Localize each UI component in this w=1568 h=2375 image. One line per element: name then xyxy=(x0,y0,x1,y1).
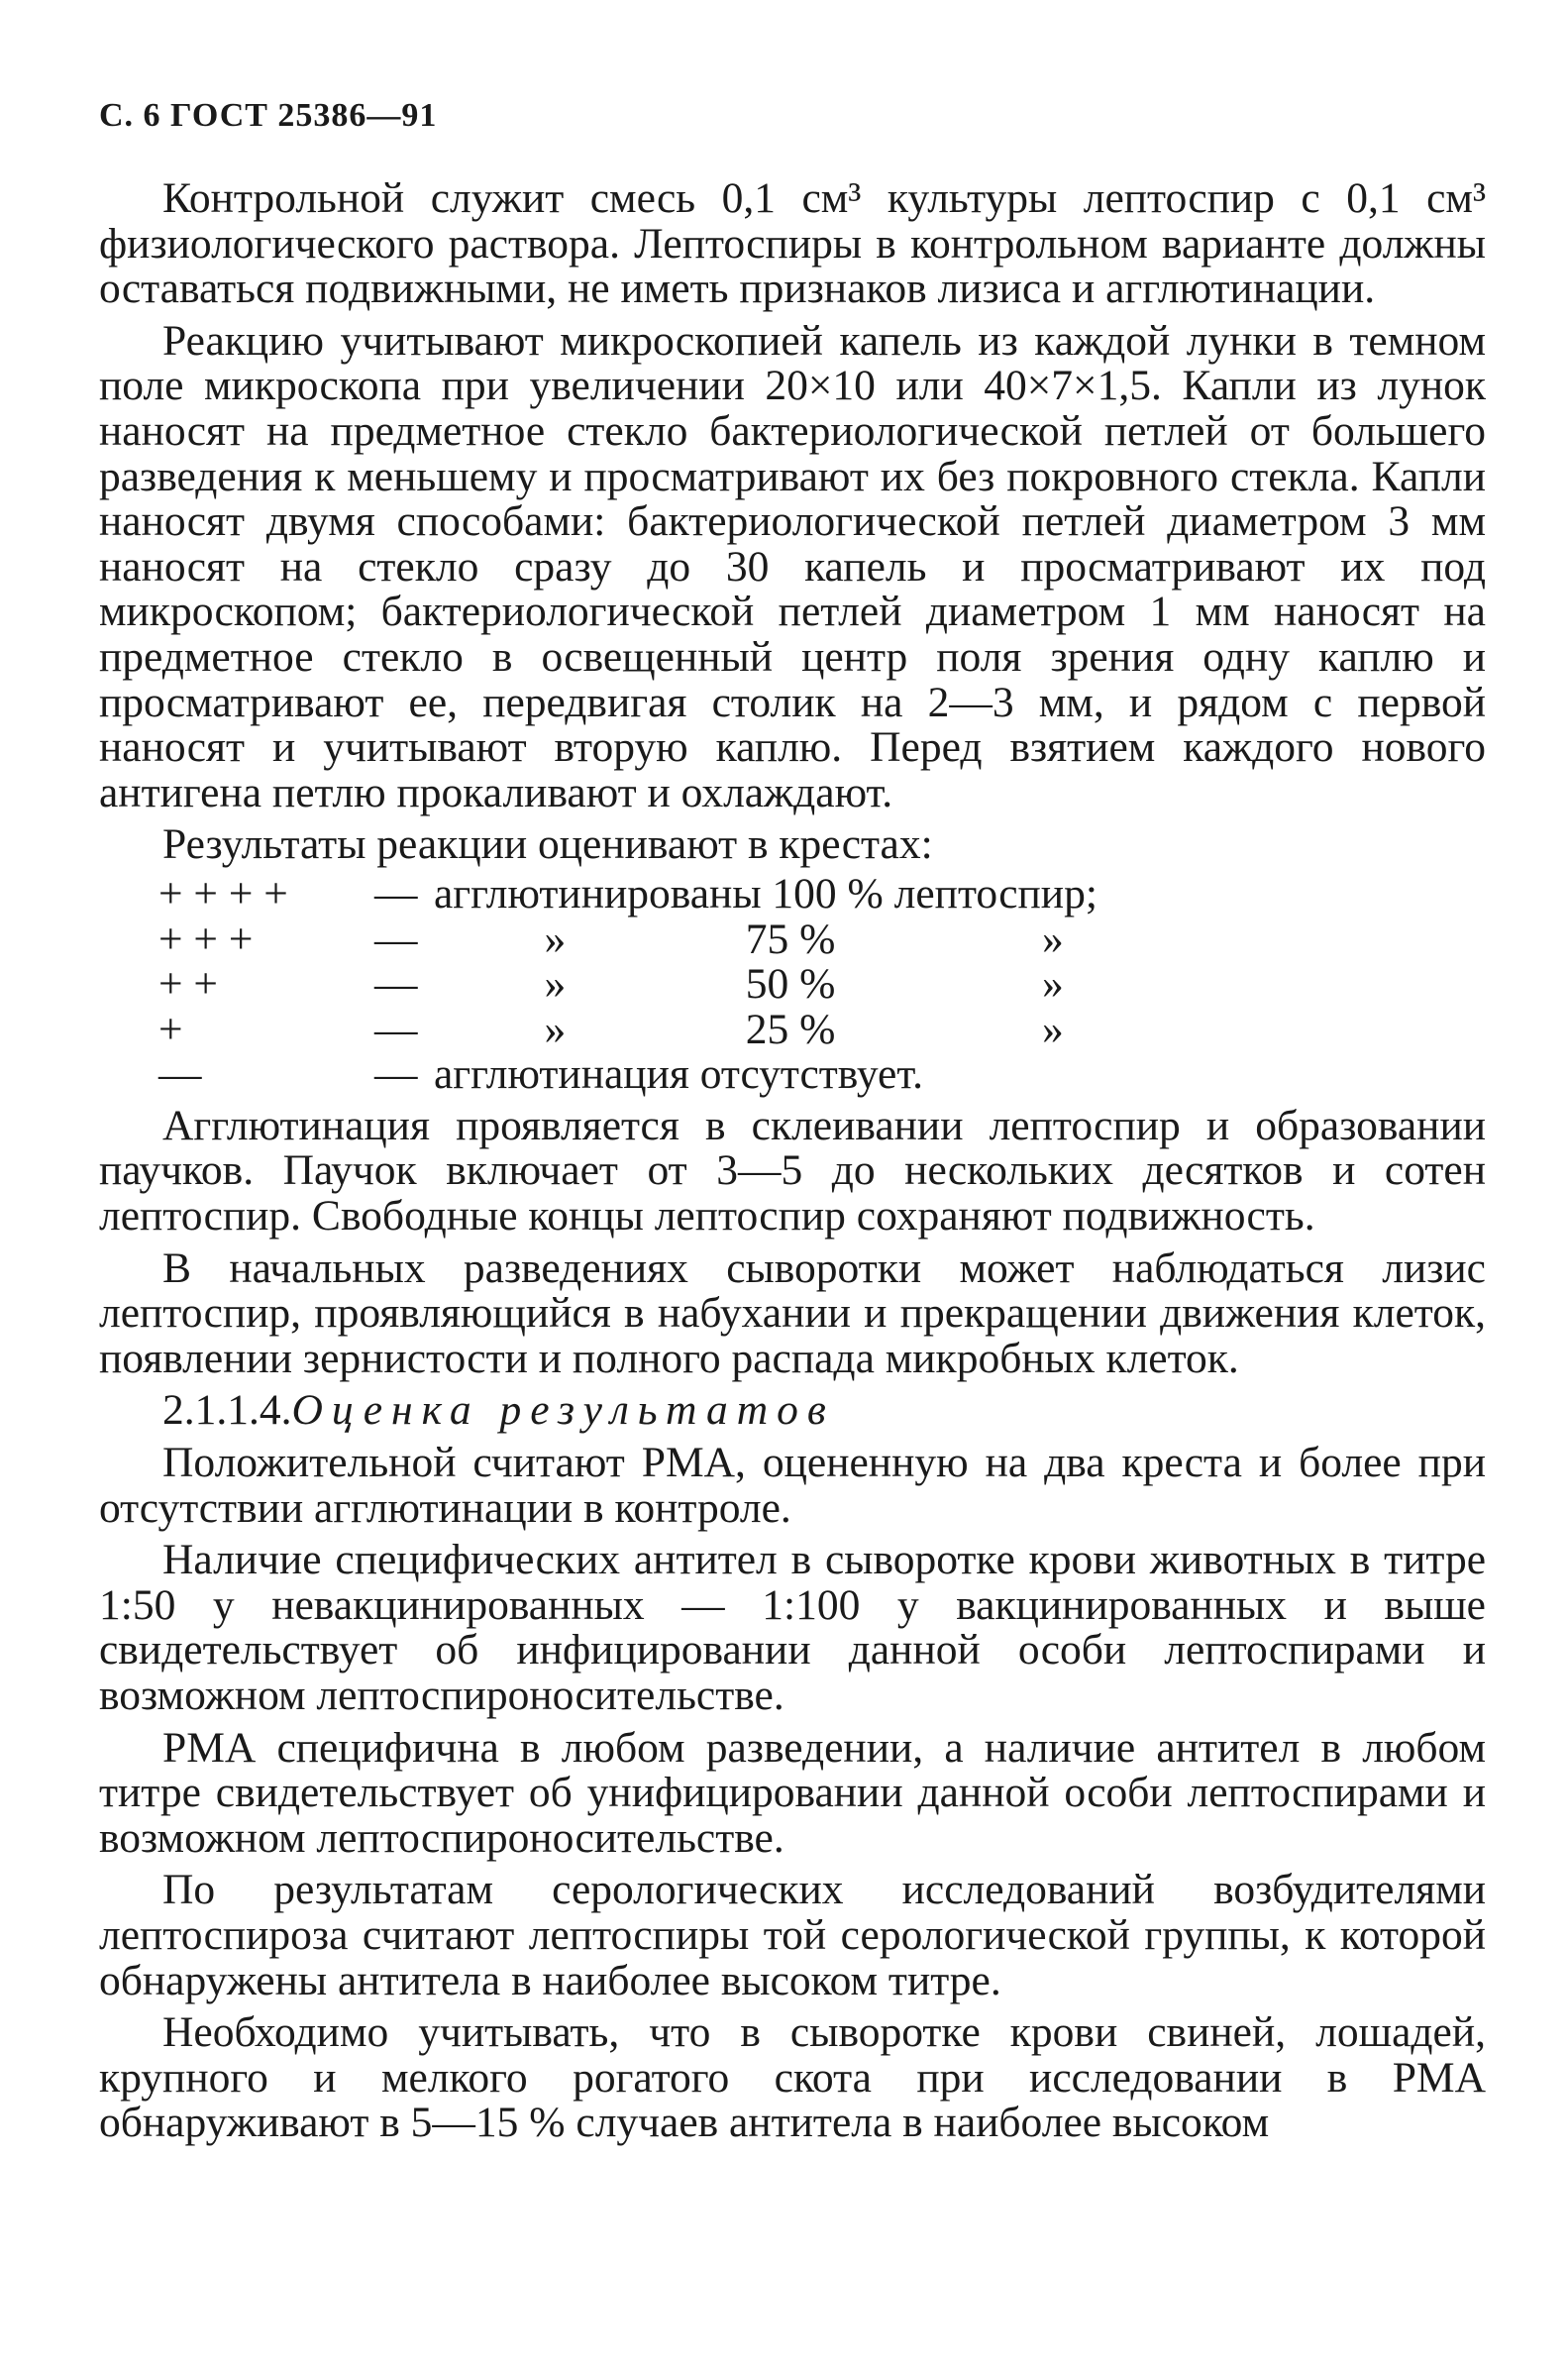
results-row xyxy=(99,962,1098,1008)
ditto-mark: » xyxy=(1041,1005,1064,1053)
dash: — xyxy=(374,1050,418,1099)
ditto-mark: » xyxy=(1041,915,1064,963)
results-table xyxy=(99,869,1098,1099)
ditto-mark: » xyxy=(1041,960,1064,1009)
section-heading xyxy=(99,1388,1486,1434)
paragraph-agglutination: Агглютинация проявляется в склеивании лептоспир и образовании паучков. Паучок включает от 3—5 до нескольких десятков и сотен лептоспир. Свободные концы лептоспир сохраняют подвижность. xyxy=(99,1101,1486,1241)
dash: — xyxy=(374,1005,418,1053)
results-row xyxy=(99,1008,1098,1053)
cross-sign: + + + xyxy=(158,915,254,963)
ditto-mark: » xyxy=(544,1005,567,1053)
result-text: агглютинированы 100 % лептоспир; xyxy=(434,869,1098,918)
page-header: С. 6 ГОСТ 25386—91 xyxy=(99,97,438,134)
percent-value: 25 % xyxy=(745,1005,836,1053)
ditto-mark: » xyxy=(544,915,567,963)
section-number: 2.1.1.4. xyxy=(162,1386,292,1435)
paragraph-results-intro: Результаты реакции оценивают в крестах: xyxy=(162,820,933,869)
paragraph-antibodies: Наличие специфических антител в сыворотке крови животных в титре 1:50 у невакцинированных — 1:100 у вакцинированных и выше свидетельствует об инфицировании данной особи лептоспирами и возможном лептоспироносительстве. xyxy=(99,1536,1486,1719)
dash: — xyxy=(374,915,418,963)
paragraph-lysis: В начальных разведениях сыворотки может наблюдаться лизис лептоспир, проявляющийся в набухании и прекращении движения клеток, появлении зернистости и полного распада микробных клеток. xyxy=(99,1243,1486,1382)
paragraph-rma-specific: РМА специфична в любом разведении, а наличие антител в любом титре свидетельствует об унифицировании данной особи лептоспирами и возможном лептоспироносительстве. xyxy=(99,1723,1486,1862)
percent-value: 50 % xyxy=(745,960,836,1009)
cross-sign: + + xyxy=(158,960,218,1009)
dash: — xyxy=(374,869,418,918)
results-row xyxy=(99,918,1098,963)
ditto-mark: » xyxy=(544,960,567,1009)
cross-sign: + + + + xyxy=(158,869,288,918)
paragraph-microscopy: Реакцию учитывают микроскопией капель из каждой лунки в темном поле микроскопа при увеличении 20×10 или 40×7×1,5. Капли из лунок наносят на предметное стекло бактериологической петлей от большего разведения к меньшему и просматривают их без покровного стекла. Капли наносят двумя способами: бактериологической петлей диаметром 3 мм наносят на стекло сразу до 30 капель и просматривают их под микроскопом; бактериологической петлей диаметром 1 мм наносят на предметное стекло в освещенный центр поля зрения одну каплю и просматривают ее, передвигая столик на 2—3 мм, и рядом с первой наносят и учитывают вторую каплю. Перед взятием каждого нового антигена петлю прокаливают и охлаждают. xyxy=(99,316,1486,816)
section-title: Оценка результатов xyxy=(291,1386,835,1435)
body-text xyxy=(99,176,1486,2153)
cross-sign: + xyxy=(158,1005,183,1053)
paragraph-control: Контрольной служит смесь 0,1 см³ культуры лептоспир с 0,1 см³ физиологического раствора. Лептоспиры в контрольном варианте должны оставаться подвижными, не иметь признаков лизиса и агглютинации. xyxy=(99,174,1486,313)
paragraph-note: Необходимо учитывать, что в сыворотке крови свиней, лошадей, крупного и мелкого рогатого скота при исследовании в РМА обнаруживают в 5—15 % случаев антитела в наиболее высоком xyxy=(99,2008,1486,2147)
dash: — xyxy=(374,960,418,1009)
results-row xyxy=(99,1052,1098,1098)
cross-sign: — xyxy=(158,1050,202,1099)
result-text: агглютинация отсутствует. xyxy=(434,1050,923,1099)
results-row xyxy=(99,872,1098,918)
percent-value: 75 % xyxy=(745,915,836,963)
paragraph-positive: Положительной считают РМА, оцененную на два креста и более при отсутствии агглютинации в контроле. xyxy=(99,1439,1486,1532)
paragraph-serological: По результатам серологических исследований возбудителями лептоспироза считают лептоспиры той серологической группы, к которой обнаружены антитела в наиболее высоком титре. xyxy=(99,1866,1486,2004)
